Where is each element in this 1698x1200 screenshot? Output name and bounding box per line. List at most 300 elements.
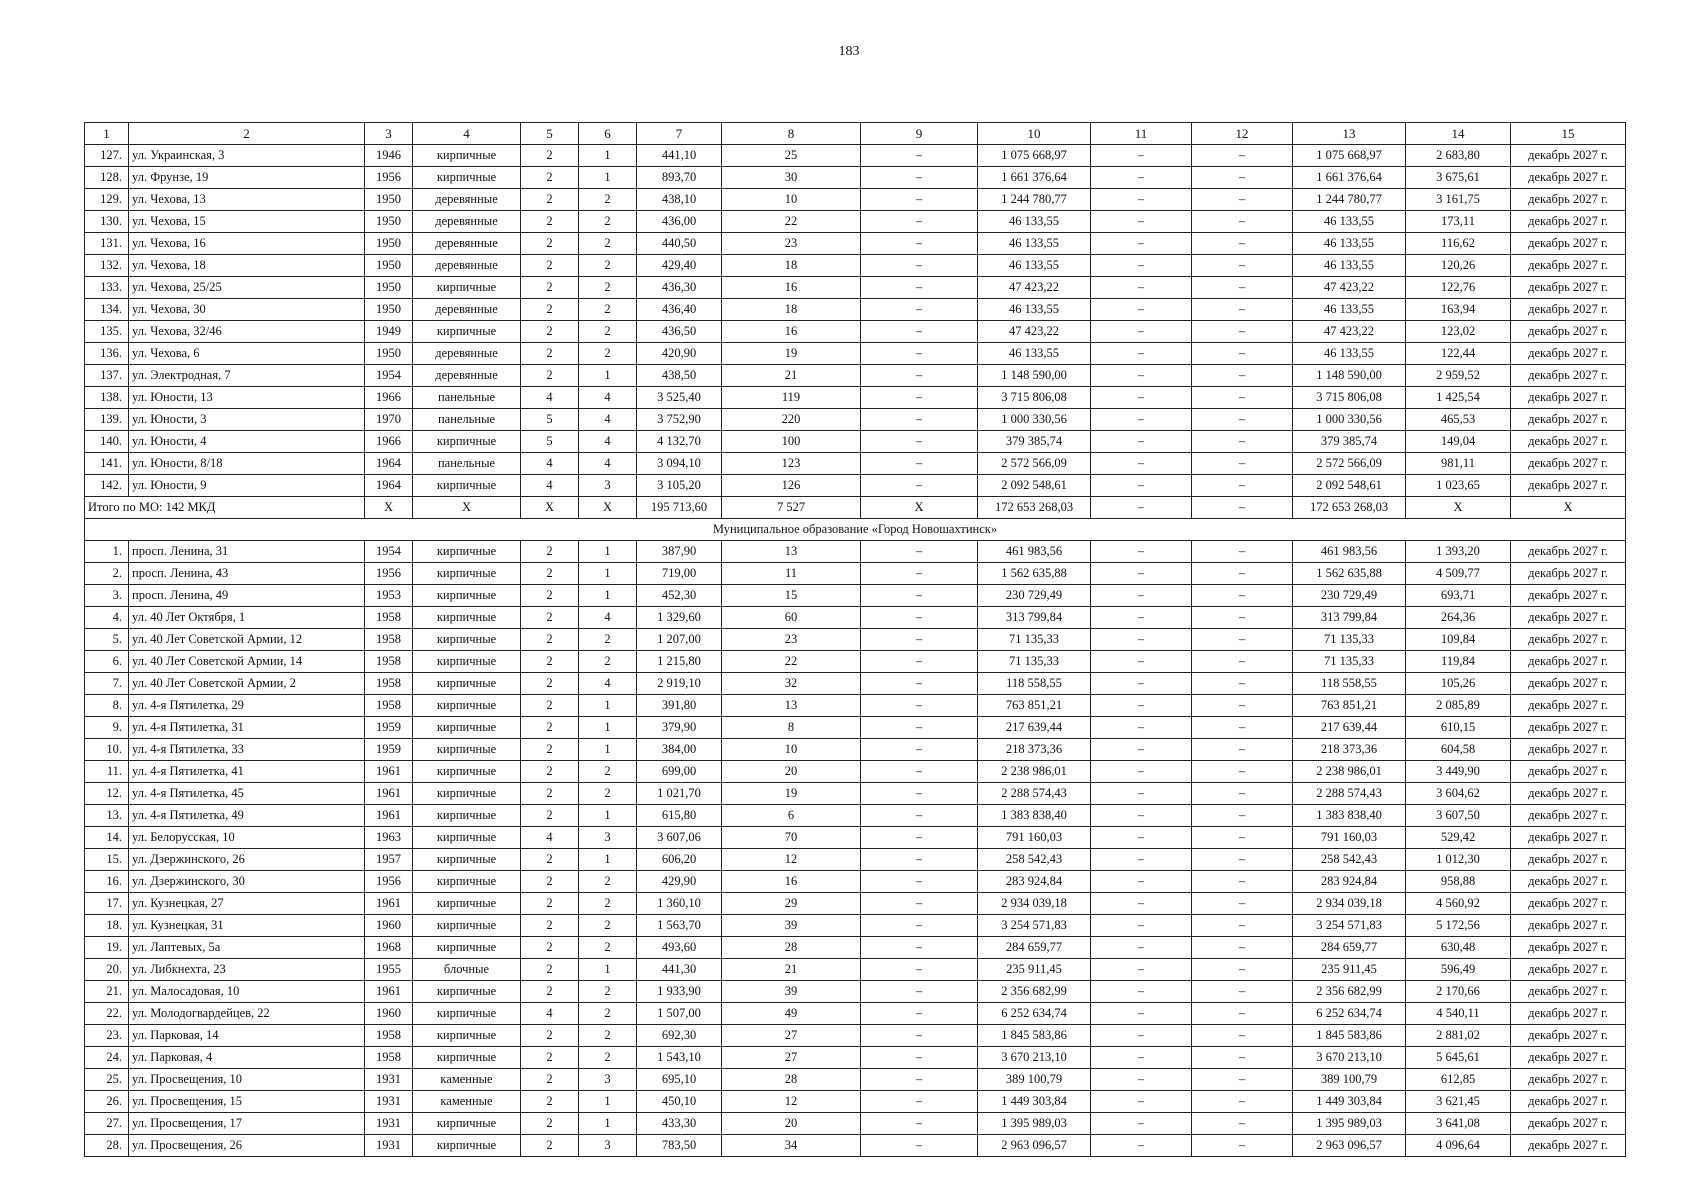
year-built-cell: 1961 xyxy=(365,893,413,915)
col12-cell: – xyxy=(1192,1003,1293,1025)
entrances-cell: 1 xyxy=(579,1091,637,1113)
entrances-cell: 3 xyxy=(579,1135,637,1157)
total-cell: 172 653 268,03 xyxy=(978,497,1091,519)
column-number: 5 xyxy=(521,123,579,145)
row-number-cell: 3. xyxy=(85,585,129,607)
year-built-cell: 1956 xyxy=(365,871,413,893)
wall-material-cell: кирпичные xyxy=(413,783,521,805)
col12-cell: – xyxy=(1192,695,1293,717)
wall-material-cell: деревянные xyxy=(413,233,521,255)
address-cell: ул. Чехова, 15 xyxy=(129,211,365,233)
year-built-cell: 1960 xyxy=(365,915,413,937)
address-cell: ул. Дзержинского, 26 xyxy=(129,849,365,871)
cost-fund-cell: 46 133,55 xyxy=(1293,343,1406,365)
entrances-cell: 2 xyxy=(579,255,637,277)
col9-cell: – xyxy=(861,475,978,497)
cost-per-sqm-cell: 612,85 xyxy=(1406,1069,1511,1091)
col12-cell: – xyxy=(1192,1135,1293,1157)
col11-cell: – xyxy=(1091,431,1192,453)
cost-total-cell: 258 542,43 xyxy=(978,849,1091,871)
col12-cell: – xyxy=(1192,871,1293,893)
cost-fund-cell: 46 133,55 xyxy=(1293,255,1406,277)
residents-cell: 21 xyxy=(722,959,861,981)
residents-cell: 10 xyxy=(722,189,861,211)
cost-total-cell: 71 135,33 xyxy=(978,629,1091,651)
col12-cell: – xyxy=(1192,585,1293,607)
col9-cell: – xyxy=(861,981,978,1003)
row-number-cell: 7. xyxy=(85,673,129,695)
residents-cell: 28 xyxy=(722,937,861,959)
cost-per-sqm-cell: 4 509,77 xyxy=(1406,563,1511,585)
total-area-cell: 1 543,10 xyxy=(637,1047,722,1069)
col11-cell: – xyxy=(1091,673,1192,695)
cost-per-sqm-cell: 2 085,89 xyxy=(1406,695,1511,717)
table-row xyxy=(85,805,1626,827)
wall-material-cell: кирпичные xyxy=(413,915,521,937)
cost-total-cell: 230 729,49 xyxy=(978,585,1091,607)
floors-cell: 2 xyxy=(521,1069,579,1091)
row-number-cell: 16. xyxy=(85,871,129,893)
cost-total-cell: 1 000 330,56 xyxy=(978,409,1091,431)
cost-per-sqm-cell: 122,44 xyxy=(1406,343,1511,365)
cost-per-sqm-cell: 5 172,56 xyxy=(1406,915,1511,937)
col12-cell: – xyxy=(1192,541,1293,563)
address-cell: просп. Ленина, 49 xyxy=(129,585,365,607)
total-area-cell: 493,60 xyxy=(637,937,722,959)
deadline-cell: декабрь 2027 г. xyxy=(1511,849,1626,871)
year-built-cell: 1931 xyxy=(365,1069,413,1091)
table-row xyxy=(85,629,1626,651)
residents-cell: 123 xyxy=(722,453,861,475)
year-built-cell: 1963 xyxy=(365,827,413,849)
cost-per-sqm-cell: 120,26 xyxy=(1406,255,1511,277)
col11-cell: – xyxy=(1091,629,1192,651)
total-area-cell: 692,30 xyxy=(637,1025,722,1047)
table-row xyxy=(85,893,1626,915)
cost-per-sqm-cell: 610,15 xyxy=(1406,717,1511,739)
table-row xyxy=(85,1113,1626,1135)
col9-cell: – xyxy=(861,761,978,783)
total-area-cell: 438,50 xyxy=(637,365,722,387)
cost-per-sqm-cell: 693,71 xyxy=(1406,585,1511,607)
wall-material-cell: кирпичные xyxy=(413,871,521,893)
column-number: 6 xyxy=(579,123,637,145)
deadline-cell: декабрь 2027 г. xyxy=(1511,981,1626,1003)
year-built-cell: 1964 xyxy=(365,475,413,497)
residents-cell: 22 xyxy=(722,211,861,233)
total-area-cell: 699,00 xyxy=(637,761,722,783)
cost-total-cell: 2 092 548,61 xyxy=(978,475,1091,497)
deadline-cell: декабрь 2027 г. xyxy=(1511,805,1626,827)
wall-material-cell: панельные xyxy=(413,387,521,409)
deadline-cell: декабрь 2027 г. xyxy=(1511,1113,1626,1135)
year-built-cell: 1960 xyxy=(365,1003,413,1025)
total-cell: – xyxy=(1192,497,1293,519)
wall-material-cell: каменные xyxy=(413,1091,521,1113)
entrances-cell: 1 xyxy=(579,959,637,981)
wall-material-cell: кирпичные xyxy=(413,673,521,695)
col12-cell: – xyxy=(1192,409,1293,431)
col11-cell: – xyxy=(1091,365,1192,387)
cost-per-sqm-cell: 465,53 xyxy=(1406,409,1511,431)
col12-cell: – xyxy=(1192,1091,1293,1113)
col11-cell: – xyxy=(1091,1069,1192,1091)
year-built-cell: 1949 xyxy=(365,321,413,343)
address-cell: ул. Электродная, 7 xyxy=(129,365,365,387)
col12-cell: – xyxy=(1192,915,1293,937)
col11-cell: – xyxy=(1091,849,1192,871)
total-area-cell: 441,10 xyxy=(637,145,722,167)
floors-cell: 2 xyxy=(521,189,579,211)
total-cell: 195 713,60 xyxy=(637,497,722,519)
col12-cell: – xyxy=(1192,959,1293,981)
residents-cell: 23 xyxy=(722,629,861,651)
address-cell: ул. Кузнецкая, 31 xyxy=(129,915,365,937)
table-row xyxy=(85,233,1626,255)
cost-per-sqm-cell: 630,48 xyxy=(1406,937,1511,959)
column-number: 8 xyxy=(722,123,861,145)
table-row xyxy=(85,651,1626,673)
address-cell: ул. Просвещения, 10 xyxy=(129,1069,365,1091)
wall-material-cell: кирпичные xyxy=(413,1025,521,1047)
residents-cell: 11 xyxy=(722,563,861,585)
row-number-cell: 14. xyxy=(85,827,129,849)
residents-cell: 16 xyxy=(722,321,861,343)
row-number-cell: 134. xyxy=(85,299,129,321)
col12-cell: – xyxy=(1192,893,1293,915)
total-area-cell: 893,70 xyxy=(637,167,722,189)
year-built-cell: 1958 xyxy=(365,651,413,673)
entrances-cell: 1 xyxy=(579,145,637,167)
floors-cell: 2 xyxy=(521,739,579,761)
col11-cell: – xyxy=(1091,717,1192,739)
year-built-cell: 1931 xyxy=(365,1135,413,1157)
cost-fund-cell: 3 670 213,10 xyxy=(1293,1047,1406,1069)
cost-fund-cell: 791 160,03 xyxy=(1293,827,1406,849)
total-area-cell: 3 105,20 xyxy=(637,475,722,497)
deadline-cell: декабрь 2027 г. xyxy=(1511,1069,1626,1091)
total-cell: X xyxy=(413,497,521,519)
cost-fund-cell: 1 845 583,86 xyxy=(1293,1025,1406,1047)
wall-material-cell: кирпичные xyxy=(413,541,521,563)
col12-cell: – xyxy=(1192,255,1293,277)
cost-total-cell: 46 133,55 xyxy=(978,211,1091,233)
cost-total-cell: 283 924,84 xyxy=(978,871,1091,893)
total-area-cell: 387,90 xyxy=(637,541,722,563)
col12-cell: – xyxy=(1192,475,1293,497)
total-area-cell: 391,80 xyxy=(637,695,722,717)
cost-total-cell: 1 395 989,03 xyxy=(978,1113,1091,1135)
floors-cell: 2 xyxy=(521,915,579,937)
total-area-cell: 606,20 xyxy=(637,849,722,871)
floors-cell: 5 xyxy=(521,409,579,431)
floors-cell: 2 xyxy=(521,761,579,783)
address-cell: ул. Парковая, 14 xyxy=(129,1025,365,1047)
col11-cell: – xyxy=(1091,1091,1192,1113)
table-row xyxy=(85,343,1626,365)
cost-total-cell: 763 851,21 xyxy=(978,695,1091,717)
table-row xyxy=(85,607,1626,629)
table-row xyxy=(85,409,1626,431)
deadline-cell: декабрь 2027 г. xyxy=(1511,871,1626,893)
cost-total-cell: 3 670 213,10 xyxy=(978,1047,1091,1069)
address-cell: ул. Чехова, 18 xyxy=(129,255,365,277)
col12-cell: – xyxy=(1192,1047,1293,1069)
wall-material-cell: кирпичные xyxy=(413,563,521,585)
cost-per-sqm-cell: 122,76 xyxy=(1406,277,1511,299)
total-area-cell: 429,40 xyxy=(637,255,722,277)
wall-material-cell: кирпичные xyxy=(413,761,521,783)
floors-cell: 5 xyxy=(521,431,579,453)
table-row xyxy=(85,695,1626,717)
year-built-cell: 1961 xyxy=(365,805,413,827)
cost-per-sqm-cell: 2 170,66 xyxy=(1406,981,1511,1003)
cost-fund-cell: 2 238 986,01 xyxy=(1293,761,1406,783)
total-area-cell: 3 525,40 xyxy=(637,387,722,409)
total-label: Итого по МО: 142 МКД xyxy=(85,497,365,519)
cost-per-sqm-cell: 119,84 xyxy=(1406,651,1511,673)
col9-cell: – xyxy=(861,629,978,651)
col12-cell: – xyxy=(1192,365,1293,387)
wall-material-cell: кирпичные xyxy=(413,937,521,959)
deadline-cell: декабрь 2027 г. xyxy=(1511,145,1626,167)
col11-cell: – xyxy=(1091,915,1192,937)
floors-cell: 2 xyxy=(521,607,579,629)
address-cell: ул. Чехова, 30 xyxy=(129,299,365,321)
address-cell: ул. 4-я Пятилетка, 33 xyxy=(129,739,365,761)
col11-cell: – xyxy=(1091,1047,1192,1069)
floors-cell: 2 xyxy=(521,321,579,343)
address-cell: ул. 4-я Пятилетка, 49 xyxy=(129,805,365,827)
year-built-cell: 1958 xyxy=(365,1047,413,1069)
year-built-cell: 1950 xyxy=(365,343,413,365)
entrances-cell: 2 xyxy=(579,1003,637,1025)
cost-per-sqm-cell: 1 023,65 xyxy=(1406,475,1511,497)
row-number-cell: 11. xyxy=(85,761,129,783)
table-row xyxy=(85,959,1626,981)
table-row xyxy=(85,673,1626,695)
col12-cell: – xyxy=(1192,783,1293,805)
wall-material-cell: деревянные xyxy=(413,299,521,321)
col11-cell: – xyxy=(1091,1003,1192,1025)
table-row xyxy=(85,167,1626,189)
cost-total-cell: 46 133,55 xyxy=(978,255,1091,277)
deadline-cell: декабрь 2027 г. xyxy=(1511,673,1626,695)
floors-cell: 2 xyxy=(521,1025,579,1047)
deadline-cell: декабрь 2027 г. xyxy=(1511,1135,1626,1157)
floors-cell: 2 xyxy=(521,651,579,673)
deadline-cell: декабрь 2027 г. xyxy=(1511,255,1626,277)
address-cell: ул. Просвещения, 17 xyxy=(129,1113,365,1135)
entrances-cell: 4 xyxy=(579,607,637,629)
col12-cell: – xyxy=(1192,453,1293,475)
col12-cell: – xyxy=(1192,761,1293,783)
wall-material-cell: кирпичные xyxy=(413,145,521,167)
cost-fund-cell: 1 075 668,97 xyxy=(1293,145,1406,167)
address-cell: ул. Юности, 8/18 xyxy=(129,453,365,475)
col12-cell: – xyxy=(1192,563,1293,585)
col12-cell: – xyxy=(1192,431,1293,453)
table-row xyxy=(85,299,1626,321)
cost-total-cell: 2 238 986,01 xyxy=(978,761,1091,783)
floors-cell: 2 xyxy=(521,893,579,915)
year-built-cell: 1950 xyxy=(365,189,413,211)
address-cell: ул. Юности, 3 xyxy=(129,409,365,431)
cost-per-sqm-cell: 3 607,50 xyxy=(1406,805,1511,827)
floors-cell: 2 xyxy=(521,167,579,189)
table-row xyxy=(85,937,1626,959)
table-row xyxy=(85,563,1626,585)
deadline-cell: декабрь 2027 г. xyxy=(1511,893,1626,915)
total-area-cell: 1 933,90 xyxy=(637,981,722,1003)
year-built-cell: 1950 xyxy=(365,211,413,233)
column-number: 11 xyxy=(1091,123,1192,145)
floors-cell: 2 xyxy=(521,695,579,717)
address-cell: ул. Украинская, 3 xyxy=(129,145,365,167)
residents-cell: 13 xyxy=(722,695,861,717)
residents-cell: 49 xyxy=(722,1003,861,1025)
table-row xyxy=(85,585,1626,607)
year-built-cell: 1958 xyxy=(365,673,413,695)
cost-total-cell: 6 252 634,74 xyxy=(978,1003,1091,1025)
col12-cell: – xyxy=(1192,387,1293,409)
section-title-row xyxy=(85,519,1626,541)
wall-material-cell: деревянные xyxy=(413,189,521,211)
total-area-cell: 695,10 xyxy=(637,1069,722,1091)
col9-cell: – xyxy=(861,915,978,937)
total-area-cell: 429,90 xyxy=(637,871,722,893)
residents-cell: 39 xyxy=(722,915,861,937)
year-built-cell: 1964 xyxy=(365,453,413,475)
cost-fund-cell: 1 661 376,64 xyxy=(1293,167,1406,189)
floors-cell: 2 xyxy=(521,145,579,167)
total-cell: X xyxy=(521,497,579,519)
floors-cell: 4 xyxy=(521,1003,579,1025)
cost-total-cell: 3 715 806,08 xyxy=(978,387,1091,409)
col11-cell: – xyxy=(1091,409,1192,431)
deadline-cell: декабрь 2027 г. xyxy=(1511,1003,1626,1025)
col9-cell: – xyxy=(861,585,978,607)
residents-cell: 18 xyxy=(722,255,861,277)
residents-cell: 25 xyxy=(722,145,861,167)
address-cell: ул. Парковая, 4 xyxy=(129,1047,365,1069)
row-number-cell: 135. xyxy=(85,321,129,343)
floors-cell: 2 xyxy=(521,1113,579,1135)
address-cell: ул. 4-я Пятилетка, 41 xyxy=(129,761,365,783)
residents-cell: 12 xyxy=(722,1091,861,1113)
address-cell: ул. 4-я Пятилетка, 45 xyxy=(129,783,365,805)
cost-fund-cell: 2 288 574,43 xyxy=(1293,783,1406,805)
cost-per-sqm-cell: 173,11 xyxy=(1406,211,1511,233)
cost-per-sqm-cell: 3 641,08 xyxy=(1406,1113,1511,1135)
total-area-cell: 436,40 xyxy=(637,299,722,321)
year-built-cell: 1946 xyxy=(365,145,413,167)
cost-fund-cell: 313 799,84 xyxy=(1293,607,1406,629)
column-number: 2 xyxy=(129,123,365,145)
cost-per-sqm-cell: 3 621,45 xyxy=(1406,1091,1511,1113)
cost-per-sqm-cell: 5 645,61 xyxy=(1406,1047,1511,1069)
row-number-cell: 131. xyxy=(85,233,129,255)
cost-fund-cell: 2 572 566,09 xyxy=(1293,453,1406,475)
col11-cell: – xyxy=(1091,651,1192,673)
table-row xyxy=(85,365,1626,387)
column-number: 15 xyxy=(1511,123,1626,145)
address-cell: ул. Чехова, 16 xyxy=(129,233,365,255)
wall-material-cell: кирпичные xyxy=(413,431,521,453)
residents-cell: 10 xyxy=(722,739,861,761)
col12-cell: – xyxy=(1192,673,1293,695)
deadline-cell: декабрь 2027 г. xyxy=(1511,277,1626,299)
address-cell: ул. Чехова, 25/25 xyxy=(129,277,365,299)
wall-material-cell: панельные xyxy=(413,409,521,431)
year-built-cell: 1956 xyxy=(365,167,413,189)
cost-fund-cell: 2 092 548,61 xyxy=(1293,475,1406,497)
address-cell: просп. Ленина, 31 xyxy=(129,541,365,563)
cost-total-cell: 2 934 039,18 xyxy=(978,893,1091,915)
cost-per-sqm-cell: 123,02 xyxy=(1406,321,1511,343)
col12-cell: – xyxy=(1192,1025,1293,1047)
column-number: 10 xyxy=(978,123,1091,145)
cost-per-sqm-cell: 981,11 xyxy=(1406,453,1511,475)
residents-cell: 19 xyxy=(722,783,861,805)
row-number-cell: 1. xyxy=(85,541,129,563)
residents-cell: 23 xyxy=(722,233,861,255)
residents-cell: 32 xyxy=(722,673,861,695)
col11-cell: – xyxy=(1091,739,1192,761)
total-area-cell: 615,80 xyxy=(637,805,722,827)
wall-material-cell: кирпичные xyxy=(413,651,521,673)
floors-cell: 2 xyxy=(521,1047,579,1069)
entrances-cell: 1 xyxy=(579,717,637,739)
wall-material-cell: кирпичные xyxy=(413,695,521,717)
address-cell: ул. Чехова, 32/46 xyxy=(129,321,365,343)
cost-total-cell: 47 423,22 xyxy=(978,321,1091,343)
cost-per-sqm-cell: 264,36 xyxy=(1406,607,1511,629)
residents-cell: 100 xyxy=(722,431,861,453)
address-cell: ул. Юности, 13 xyxy=(129,387,365,409)
col12-cell: – xyxy=(1192,233,1293,255)
column-number: 3 xyxy=(365,123,413,145)
deadline-cell: декабрь 2027 г. xyxy=(1511,299,1626,321)
col9-cell: – xyxy=(861,189,978,211)
cost-per-sqm-cell: 4 096,64 xyxy=(1406,1135,1511,1157)
wall-material-cell: панельные xyxy=(413,453,521,475)
year-built-cell: 1958 xyxy=(365,607,413,629)
residents-cell: 119 xyxy=(722,387,861,409)
floors-cell: 2 xyxy=(521,717,579,739)
cost-fund-cell: 118 558,55 xyxy=(1293,673,1406,695)
row-number-cell: 139. xyxy=(85,409,129,431)
year-built-cell: 1955 xyxy=(365,959,413,981)
entrances-cell: 2 xyxy=(579,937,637,959)
total-area-cell: 440,50 xyxy=(637,233,722,255)
column-number: 9 xyxy=(861,123,978,145)
entrances-cell: 1 xyxy=(579,365,637,387)
year-built-cell: 1931 xyxy=(365,1091,413,1113)
cost-fund-cell: 230 729,49 xyxy=(1293,585,1406,607)
year-built-cell: 1931 xyxy=(365,1113,413,1135)
total-area-cell: 379,90 xyxy=(637,717,722,739)
cost-fund-cell: 763 851,21 xyxy=(1293,695,1406,717)
col12-cell: – xyxy=(1192,189,1293,211)
cost-fund-cell: 6 252 634,74 xyxy=(1293,1003,1406,1025)
wall-material-cell: блочные xyxy=(413,959,521,981)
col12-cell: – xyxy=(1192,607,1293,629)
total-cell: – xyxy=(1091,497,1192,519)
row-number-cell: 12. xyxy=(85,783,129,805)
row-number-cell: 4. xyxy=(85,607,129,629)
table-row xyxy=(85,739,1626,761)
